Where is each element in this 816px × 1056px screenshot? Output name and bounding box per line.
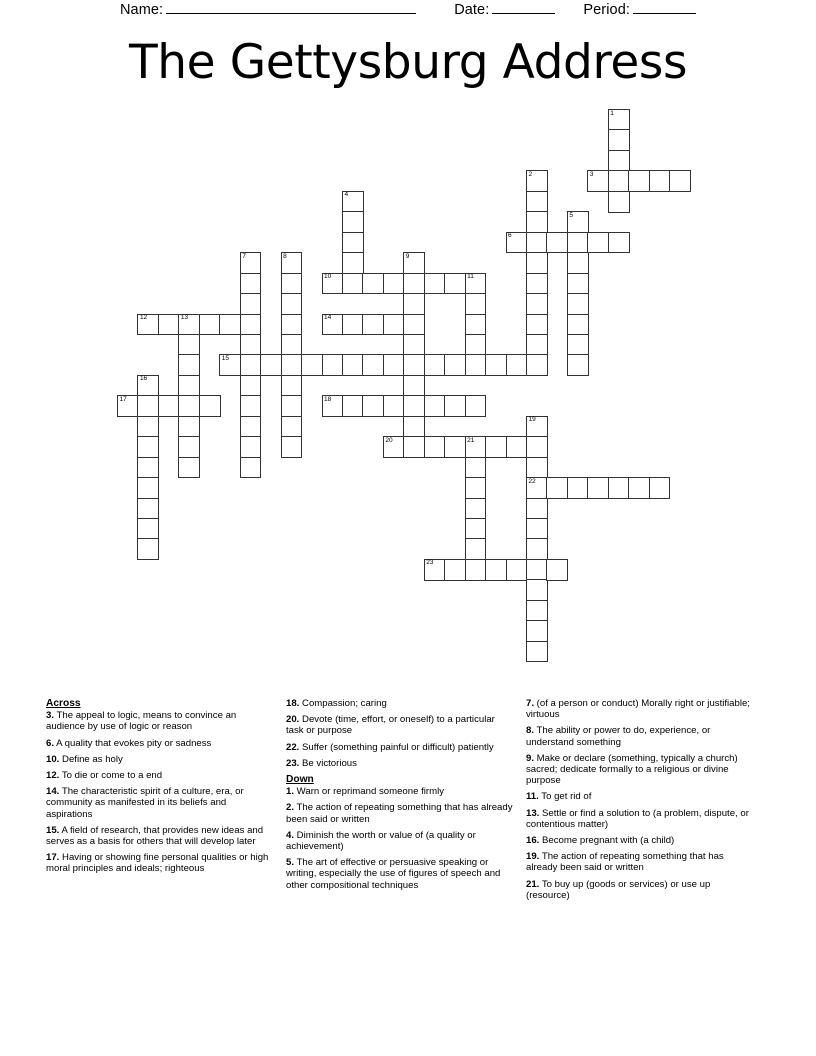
clue-down-13 <box>526 808 754 830</box>
cell-number-19: 19 <box>528 416 536 424</box>
crossword-cell[interactable] <box>322 395 344 417</box>
clue-text: Be victorious <box>299 757 357 769</box>
crossword-cell[interactable] <box>240 334 262 356</box>
crossword-cell[interactable] <box>567 211 589 233</box>
clue-text: The action of repeating something that has already been said or written <box>526 851 724 874</box>
crossword-cell[interactable] <box>322 314 344 336</box>
crossword-cell[interactable] <box>178 354 200 376</box>
cell-number-7: 7 <box>242 252 246 260</box>
crossword-cell[interactable] <box>485 436 507 458</box>
crossword-cell[interactable] <box>322 273 344 295</box>
clue-number: 13. <box>526 807 540 819</box>
clue-across-15 <box>46 825 274 847</box>
clue-down-19 <box>526 851 754 873</box>
crossword-cell[interactable] <box>424 559 446 581</box>
clue-number: 1. <box>286 786 295 798</box>
clue-number: 22. <box>286 741 300 753</box>
clue-text: The characteristic spirit of a culture, era, or community as manifested in its beliefs and aspirations <box>46 786 244 820</box>
crossword-cell[interactable] <box>546 232 568 254</box>
clue-number: 15. <box>46 824 60 836</box>
clue-across-12 <box>46 770 274 781</box>
crossword-cell[interactable] <box>526 457 548 479</box>
cell-number-14: 14 <box>324 314 332 321</box>
crossword-cell[interactable] <box>546 559 568 581</box>
crossword-cell[interactable] <box>342 354 364 376</box>
cell-number-5: 5 <box>569 211 574 219</box>
clue-list <box>46 698 776 906</box>
clue-text: Become pregnant with (a child) <box>539 835 675 847</box>
clue-text: Devote (time, effort, or oneself) to a particular task or purpose <box>286 714 495 737</box>
clue-down-11 <box>526 791 754 802</box>
crossword-cell[interactable] <box>137 436 159 458</box>
crossword-cell[interactable] <box>465 354 487 376</box>
clue-down-1 <box>286 786 514 797</box>
crossword-cell[interactable] <box>158 395 180 417</box>
crossword-cell[interactable] <box>137 538 159 560</box>
crossword-cell[interactable] <box>281 293 303 315</box>
crossword-cell[interactable] <box>362 314 384 336</box>
clue-column-1 <box>46 698 286 906</box>
cell-number-18: 18 <box>324 395 332 403</box>
clue-text: The ability or power to do, experience, or understand something <box>526 725 711 748</box>
cell-number-15: 15 <box>221 354 229 362</box>
clue-number: 4. <box>286 829 295 841</box>
crossword-cell[interactable] <box>444 395 466 417</box>
crossword-cell[interactable] <box>362 395 384 417</box>
crossword-cell[interactable] <box>219 314 241 336</box>
period-label: Period: <box>583 2 631 18</box>
crossword-cell[interactable] <box>649 477 671 499</box>
crossword-cell[interactable] <box>506 232 528 254</box>
clue-across-17 <box>46 852 274 874</box>
clue-down-7 <box>526 698 754 720</box>
clue-number: 3. <box>46 710 55 722</box>
crossword-cell[interactable] <box>158 314 180 336</box>
crossword-cell[interactable] <box>424 395 446 417</box>
clue-down-21 <box>526 879 754 901</box>
crossword-cell[interactable] <box>403 375 425 397</box>
crossword-cell[interactable] <box>240 416 262 438</box>
clue-down-5 <box>286 857 514 891</box>
crossword-cell[interactable] <box>240 395 262 417</box>
crossword-cell[interactable] <box>383 354 405 376</box>
crossword-cell[interactable] <box>485 354 507 376</box>
cell-number-3: 3 <box>589 170 594 178</box>
clue-number: 21. <box>526 878 540 890</box>
clue-number: 16. <box>526 835 540 847</box>
crossword-cell[interactable] <box>526 293 548 315</box>
clue-text: Compassion; caring <box>299 698 387 709</box>
crossword-cell[interactable] <box>240 354 262 376</box>
crossword-cell[interactable] <box>403 314 425 336</box>
crossword-cell[interactable] <box>526 538 548 560</box>
cell-number-21: 21 <box>467 436 475 444</box>
crossword-cell[interactable] <box>383 395 405 417</box>
crossword-cell[interactable] <box>281 395 303 417</box>
crossword-cell[interactable] <box>240 375 262 397</box>
crossword-cell[interactable] <box>383 273 405 295</box>
clue-number: 14. <box>46 786 60 798</box>
crossword-cell[interactable] <box>137 395 159 417</box>
crossword-cell[interactable] <box>567 354 589 376</box>
crossword-cell[interactable] <box>526 354 548 376</box>
crossword-cell[interactable] <box>465 395 487 417</box>
crossword-cell[interactable] <box>199 395 221 417</box>
crossword-cell[interactable] <box>546 477 568 499</box>
clue-text: Diminish the worth or value of (a quality or achievement) <box>286 829 476 853</box>
crossword-cell[interactable] <box>403 416 425 438</box>
crossword-cell[interactable] <box>240 252 262 274</box>
crossword-cell[interactable] <box>526 498 548 520</box>
clue-column-3 <box>526 698 766 906</box>
crossword-cell[interactable] <box>178 416 200 438</box>
clue-text: Warn or reprimand someone firmly <box>294 786 445 798</box>
crossword-cell[interactable] <box>424 354 446 376</box>
crossword-cell[interactable] <box>465 498 487 520</box>
crossword-cell[interactable] <box>465 436 487 458</box>
clue-number: 6. <box>46 737 55 749</box>
crossword-cell[interactable] <box>199 314 221 336</box>
crossword-cell[interactable] <box>608 150 630 172</box>
crossword-cell[interactable] <box>628 170 650 192</box>
crossword-cell[interactable] <box>567 477 589 499</box>
clue-text: To die or come to a end <box>59 770 163 782</box>
crossword-cell[interactable] <box>587 477 609 499</box>
clue-text: Make or declare (something, typically a church) sacred; dedicate formally to a religious or divine purpose <box>526 752 738 787</box>
crossword-cell[interactable] <box>669 170 691 192</box>
crossword-cell[interactable] <box>281 273 303 295</box>
crossword-cell[interactable] <box>567 293 589 315</box>
crossword-cell[interactable] <box>465 273 487 295</box>
cell-number-1: 1 <box>610 109 614 117</box>
date-label: Date: <box>454 2 490 18</box>
crossword-cell[interactable] <box>526 579 548 601</box>
crossword-cell[interactable] <box>281 375 303 397</box>
crossword-cell[interactable] <box>526 518 548 540</box>
crossword-cell[interactable] <box>137 416 159 438</box>
clue-across-6 <box>46 738 274 749</box>
crossword-cell[interactable] <box>240 314 262 336</box>
crossword-cell[interactable] <box>465 518 487 540</box>
cell-number-17: 17 <box>119 395 127 403</box>
clue-down-9 <box>526 753 754 787</box>
cell-number-6: 6 <box>508 232 512 240</box>
clue-across-20 <box>286 714 514 736</box>
crossword-cell[interactable] <box>567 273 589 295</box>
crossword-cell[interactable] <box>137 477 159 499</box>
crossword-cell[interactable] <box>526 436 548 458</box>
crossword-cell[interactable] <box>526 314 548 336</box>
crossword-cell[interactable] <box>526 211 548 233</box>
clue-number: 11. <box>526 791 539 803</box>
crossword-cell[interactable] <box>281 354 303 376</box>
crossword-cell[interactable] <box>178 395 200 417</box>
crossword-cell[interactable] <box>403 252 425 274</box>
crossword-cell[interactable] <box>137 314 159 336</box>
cell-number-22: 22 <box>528 477 536 485</box>
clue-number: 2. <box>286 802 295 814</box>
clue-number: 19. <box>526 851 540 863</box>
crossword-cell[interactable] <box>178 314 200 336</box>
cell-number-8: 8 <box>283 252 287 260</box>
crossword-cell[interactable] <box>342 252 364 274</box>
cell-number-9: 9 <box>405 252 410 260</box>
clue-text: To get rid of <box>538 791 592 803</box>
crossword-cell[interactable] <box>465 559 487 581</box>
crossword-cell[interactable] <box>465 314 487 336</box>
crossword-cell[interactable] <box>137 457 159 479</box>
clue-down-16 <box>526 835 754 846</box>
crossword-cell[interactable] <box>465 334 487 356</box>
clue-down-4 <box>286 830 514 852</box>
crossword-cell[interactable] <box>342 273 364 295</box>
crossword-cell[interactable] <box>444 273 466 295</box>
cell-number-4: 4 <box>344 191 349 199</box>
crossword-cell[interactable] <box>608 109 630 131</box>
clue-text: Having or showing fine personal qualities or high moral principles and ideals; righteous <box>46 852 269 875</box>
clue-number: 20. <box>286 714 300 726</box>
crossword-cell[interactable] <box>587 170 609 192</box>
crossword-cell[interactable] <box>219 354 241 376</box>
clue-text: The appeal to logic, means to convince an audience by use of logic or reason <box>46 710 237 733</box>
crossword-cell[interactable] <box>608 170 630 192</box>
crossword-cell[interactable] <box>526 273 548 295</box>
crossword-cell[interactable] <box>608 232 630 254</box>
cell-number-13: 13 <box>180 314 189 321</box>
crossword-cell[interactable] <box>281 436 303 458</box>
clue-across-22 <box>286 742 514 753</box>
clue-across-18 <box>286 698 514 709</box>
crossword-cell[interactable] <box>137 498 159 520</box>
crossword-cell[interactable] <box>567 232 589 254</box>
crossword-cell[interactable] <box>526 620 548 642</box>
crossword-cell[interactable] <box>362 273 384 295</box>
crossword-cell[interactable] <box>403 354 425 376</box>
crossword-cell[interactable] <box>342 395 364 417</box>
clue-text: The art of effective or persuasive speaking or writing, especially the use of figures of speech and other compositional techniques <box>286 857 501 891</box>
crossword-cell[interactable] <box>526 232 548 254</box>
crossword-cell[interactable] <box>301 354 323 376</box>
crossword-cell[interactable] <box>608 477 630 499</box>
crossword-cell[interactable] <box>117 395 139 417</box>
clue-column-2 <box>286 698 526 906</box>
clue-across-3 <box>46 710 274 732</box>
crossword-cell[interactable] <box>628 477 650 499</box>
clue-across-14 <box>46 786 274 820</box>
cell-number-16: 16 <box>139 375 148 383</box>
crossword-cell[interactable] <box>608 129 630 151</box>
down-heading: Down <box>286 774 314 786</box>
clue-number: 8. <box>526 725 535 737</box>
crossword-cell[interactable] <box>526 559 548 581</box>
crossword-cell[interactable] <box>567 314 589 336</box>
clue-text: (of a person or conduct) Morally right or justifiable; virtuous <box>526 698 750 721</box>
name-label: Name: <box>119 2 164 18</box>
clue-text: A quality that evokes pity or sadness <box>54 737 212 749</box>
crossword-cell[interactable] <box>403 273 425 295</box>
clue-number: 10. <box>46 753 60 765</box>
clue-text: A field of research, that provides new ideas and serves as a basis for others that will develop later <box>46 824 264 848</box>
crossword-cell[interactable] <box>649 170 671 192</box>
crossword-cell[interactable] <box>178 375 200 397</box>
crossword-cell[interactable] <box>383 436 405 458</box>
crossword-cell[interactable] <box>444 436 466 458</box>
crossword-cell[interactable] <box>526 600 548 622</box>
crossword-cell[interactable] <box>137 518 159 540</box>
cell-number-10: 10 <box>324 273 332 281</box>
across-heading: Across <box>46 698 81 709</box>
crossword-cell[interactable] <box>342 211 364 233</box>
crossword-cell[interactable] <box>506 436 528 458</box>
clue-number: 12. <box>46 770 60 782</box>
crossword-cell[interactable] <box>608 191 630 213</box>
crossword-cell[interactable] <box>444 559 466 581</box>
crossword-cell[interactable] <box>526 334 548 356</box>
crossword-cell[interactable] <box>322 354 344 376</box>
cell-number-20: 20 <box>385 436 393 444</box>
clue-text: To buy up (goods or services) or use up (resource) <box>526 878 711 901</box>
crossword-cell[interactable] <box>178 436 200 458</box>
crossword-cell[interactable] <box>342 232 364 254</box>
crossword-cell[interactable] <box>137 375 159 397</box>
crossword-cell[interactable] <box>281 416 303 438</box>
crossword-cell[interactable] <box>506 354 528 376</box>
crossword-cell[interactable] <box>526 191 548 213</box>
crossword-cell[interactable] <box>526 477 548 499</box>
clue-down-2 <box>286 802 514 824</box>
crossword-cell[interactable] <box>424 273 446 295</box>
cell-number-23: 23 <box>426 559 434 567</box>
clue-text: Define as holy <box>59 753 123 765</box>
clue-text: The action of repeating something that has already been said or written <box>286 802 513 825</box>
clue-down-8 <box>526 725 754 747</box>
clue-number: 17. <box>46 852 60 864</box>
clue-text: Suffer (something painful or difficult) patiently <box>299 741 494 753</box>
crossword-cell[interactable] <box>444 354 466 376</box>
crossword-cell[interactable] <box>465 538 487 560</box>
crossword-cell[interactable] <box>403 395 425 417</box>
crossword-cell[interactable] <box>342 314 364 336</box>
cell-number-11: 11 <box>467 273 474 281</box>
crossword-cell[interactable] <box>403 293 425 315</box>
crossword-cell[interactable] <box>506 559 528 581</box>
clue-number: 18. <box>286 698 300 709</box>
crossword-cell[interactable] <box>465 477 487 499</box>
crossword-cell[interactable] <box>526 641 548 663</box>
crossword-cell[interactable] <box>240 457 262 479</box>
clue-number: 23. <box>286 757 300 769</box>
crossword-cell[interactable] <box>526 416 548 438</box>
crossword-cell[interactable] <box>281 334 303 356</box>
crossword-cell[interactable] <box>526 252 548 274</box>
crossword-cell[interactable] <box>485 559 507 581</box>
crossword-cell[interactable] <box>403 436 425 458</box>
clue-number: 5. <box>286 857 295 869</box>
crossword-cell[interactable] <box>403 334 425 356</box>
crossword-cell[interactable] <box>342 191 364 213</box>
clue-number: 9. <box>526 752 535 764</box>
page-title: The Gettysburg Address <box>128 35 688 90</box>
clue-across-10 <box>46 754 274 765</box>
cell-number-2: 2 <box>528 170 533 178</box>
crossword-cell[interactable] <box>362 354 384 376</box>
crossword-cell[interactable] <box>424 436 446 458</box>
crossword-cell[interactable] <box>465 457 487 479</box>
crossword-cell[interactable] <box>526 170 548 192</box>
crossword-cell[interactable] <box>240 436 262 458</box>
cell-number-12: 12 <box>139 314 148 321</box>
crossword-cell[interactable] <box>281 314 303 336</box>
crossword-cell[interactable] <box>383 314 405 336</box>
crossword-cell[interactable] <box>567 334 589 356</box>
crossword-cell[interactable] <box>281 252 303 274</box>
crossword-cell[interactable] <box>178 457 200 479</box>
clue-across-23 <box>286 758 514 769</box>
clue-text: Settle or find a solution to (a problem, dispute, or contentious matter) <box>526 807 749 830</box>
clue-number: 7. <box>526 698 535 709</box>
crossword-cell[interactable] <box>260 354 282 376</box>
crossword-cell[interactable] <box>465 293 487 315</box>
crossword-cell[interactable] <box>240 293 262 315</box>
crossword-cell[interactable] <box>178 334 200 356</box>
crossword-cell[interactable] <box>567 252 589 274</box>
crossword-cell[interactable] <box>240 273 262 295</box>
crossword-cell[interactable] <box>587 232 609 254</box>
